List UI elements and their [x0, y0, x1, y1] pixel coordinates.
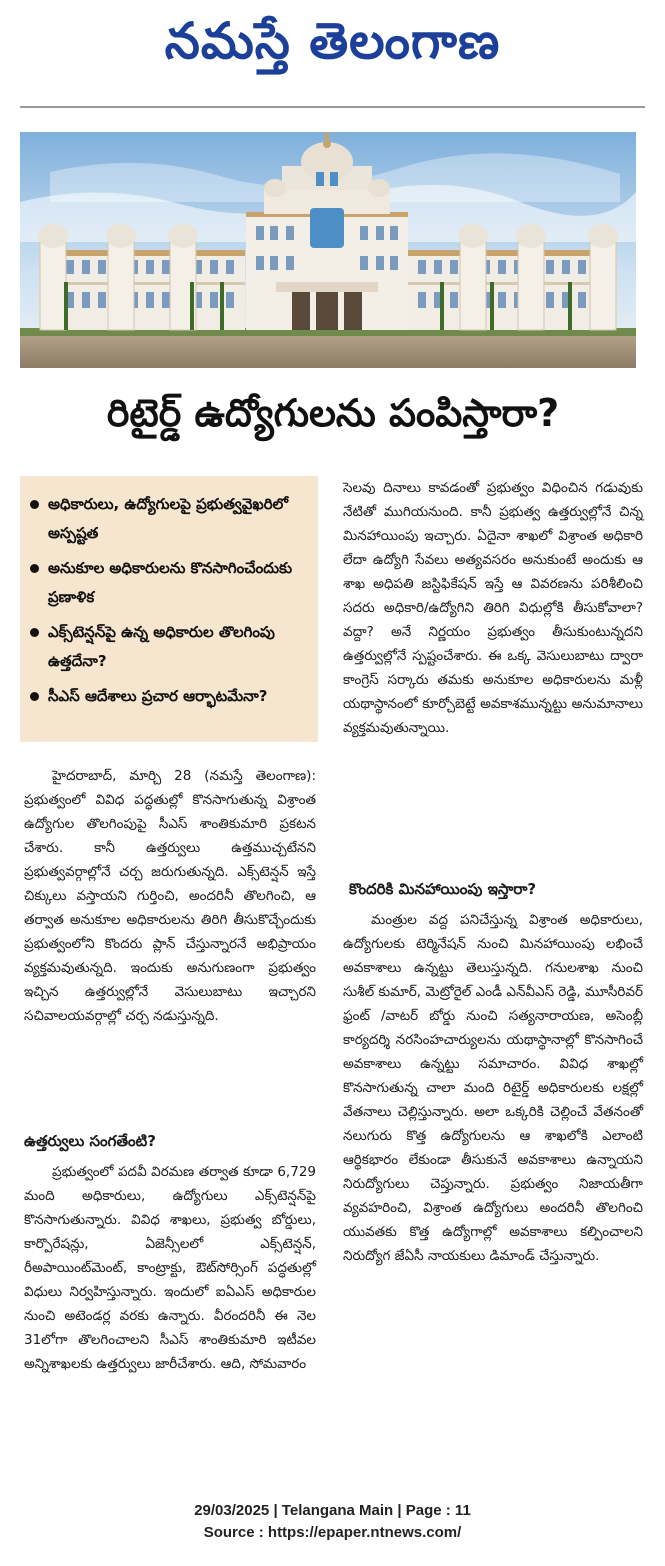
highlight-text: ఎక్స్‌టెన్షన్‌పై ఉన్న అధికారుల తొలగింపు ఉత్తదేనా?	[48, 623, 275, 670]
highlight-item	[30, 490, 310, 548]
highlight-item	[30, 682, 310, 711]
footer	[0, 1500, 665, 1544]
article-paragraph: మంత్రుల వద్ద పనిచేస్తున్న విశ్రాంత అధికారులు, ఉద్యోగులకు టెర్మినేషన్ నుంచి మినహాయింపు లభించే అవకాశాలు ఉన్నట్టు తెలుస్తున్నది. గనులశాఖ నుంచి సుశీల్ కుమార్, మెట్రోరైల్ ఎండీ ఎన్‌వీఎస్ రెడ్డి, మూసీరివర్ ఫ్రంట్ /వాటర్ బోర్డు నుంచి సత్యనారాయణ, అసెంబ్లీ కార్యదర్శి నరసింహచార్యులను యథాస్థానాల్లో కొనసాగించే అవకాశాలు ఉన్నట్టు సమాచారం. వివిధ శాఖల్లో కొనసాగుతున్న చాలా మంది రిటైర్డ్ అధికారులకు లక్షల్లో వేతనాలు చెల్లిస్తున్నారు. అలా ఒక్కరికి చెల్లించే వేతనంతో నలుగురు కొత్త ఉద్యోగులను ఆ శాఖలోకి ఎలాంటి ఆర్థికభారం లేకుండా తీసుకునే అవకాశాలు ఉన్నాయని నిరుద్యోగులు చెప్తున్నారు. ప్రభుత్వం నిజాయతీగా వ్యవహరించి, విశ్రాంత ఉద్యోగులు అందరినీ తొలగించి యువతకు కొత్త ఉద్యోగాల్లో అవకాశాలు కల్పించాలని నిరుద్యోగ జేఏసీ నాయకులు డిమాండ్ చేస్తున్నారు.	[343, 912, 643, 1264]
article-column-left	[24, 764, 316, 1028]
masthead	[0, 0, 665, 96]
bullet-icon	[30, 564, 39, 573]
masthead-divider	[20, 106, 645, 108]
article-column-left-cont	[24, 1160, 316, 1376]
highlight-text: అనుకూల అధికారులను కొనసాగించేందుకు ప్రణాళిక	[48, 559, 293, 606]
article-column-right	[343, 476, 643, 740]
article-paragraph: హైదరాబాద్, మార్చి 28 (నమస్తే తెలంగాణ): ప్రభుత్వంలో వివిధ పద్ధతుల్లో కొనసాగుతున్న విశ్రాంత ఉద్యోగుల తొలగింపుపై సీఎస్ శాంతికుమారి ప్రకటన చేశారు. కానీ ఉత్తర్వులు ఉత్తముచ్చటేనని ప్రభుత్వవర్గాల్లోనే చర్చ జరుగుతున్నది. ఎక్స్‌టెన్షన్ ఇస్తే చిక్కులు వస్తాయని గుర్తించి, అందరినీ తొలగించి, ఆ తర్వాత అనుకూల అధికారులను తిరిగి తీసుకొచ్చేందుకు ప్రభుత్వంలోని కొందరు ప్లాన్ చేస్తున్నారనే అభిప్రాయం వ్యక్తమవుతున్నది. ఇందుకు అనుగుణంగా ప్రభుత్వం ఇచ్చిన ఉత్తర్వుల్లోనే వెసులుబాటు ఇచ్చారని సచివాలయవర్గాల్లో చర్చ నడుస్తున్నది.	[24, 768, 316, 1024]
highlights-box	[20, 476, 318, 742]
article-column-right-cont	[343, 908, 643, 1268]
footer-date-page: 29/03/2025 | Telangana Main | Page : 11	[194, 1502, 471, 1519]
subhead-exemptions	[349, 876, 639, 902]
subhead-orders	[24, 1128, 316, 1154]
highlight-text: సీఎస్ ఆదేశాలు ప్రచార ఆర్భాటమేనా?	[48, 687, 268, 705]
highlight-item	[30, 618, 310, 676]
secretariat-building-photo	[20, 132, 636, 368]
bullet-icon	[30, 628, 39, 637]
article-paragraph: ప్రభుత్వంలో పదవీ విరమణ తర్వాత కూడా 6,729 మంది అధికారులు, ఉద్యోగులు ఎక్స్‌టెన్షన్‌పై కొనసాగుతున్నారు. వివిధ శాఖలు, ప్రభుత్వ బోర్డులు, కార్పొరేషన్లు, ఏజెన్సీలలో ఎక్స్‌టెన్షన్, రీఅపాయింట్‌మెంట్, కాంట్రాక్టు, ఔట్‌సోర్సింగ్ పద్ధతుల్లో విధులు నిర్వహిస్తున్నారు. ఇందులో ఐఏఎస్ అధికారుల నుంచి అటెండర్ల వరకు ఉన్నారు. వీరందరినీ ఈ నెల 31లోగా తొలగించాలని సీఎస్ శాంతికుమారి ఇటీవల అన్నిశాఖలకు ఉత్తర్వులు జారీచేశారు. ఆది, సోమవారం	[24, 1164, 316, 1372]
footer-source: Source : https://epaper.ntnews.com/	[203, 1524, 462, 1541]
masthead-title: నమస్తే తెలంగాణ	[164, 11, 501, 70]
bullet-icon	[30, 500, 39, 509]
highlight-item	[30, 554, 310, 612]
article-paragraph: సెలవు దినాలు కావడంతో ప్రభుత్వం విధించిన గడువుకు నేటితో ముగియనుంది. కానీ ప్రభుత్వ ఉత్తర్వుల్లోనే చిన్న మినహాయింపు ఇచ్చారు. ఏదైనా శాఖలో విశ్రాంత అధికారి లేదా ఉద్యోగి సేవలు అత్యవసరం అనుకుంటే అందుకు ఆ శాఖ అధిపతి జస్టిఫికేషన్ ఇస్తే ఆ వివరణను పరిశీలించి సదరు అధికారి/ఉద్యోగిని తిరిగి విధుల్లోకి తీసుకోవాలా? వద్దా? అనే నిర్ణయం ప్రభుత్వం తీసుకుంటున్నదని ఉత్తర్వుల్లోనే స్పష్టంచేశారు. ఈ ఒక్క వెసులుబాటు ద్వారా కాంగ్రెస్ సర్కారు తమకు అనుకూల అధికారులను మళ్లీ యథాస్థానంలో కూర్చోబెట్టే అవకాశమున్నట్టు అనుమానాలు వ్యక్తమవుతున్నాయి.	[343, 480, 643, 736]
headline: రిటైర్డ్ ఉద్యోగులను పంపిస్తారా?	[106, 391, 560, 435]
subhead-text: కొందరికి మినహాయింపు ఇస్తారా?	[349, 880, 537, 898]
bullet-icon	[30, 692, 39, 701]
subhead-text: ఉత్తర్వులు సంగతేంటి?	[24, 1132, 156, 1150]
highlight-text: అధికారులు, ఉద్యోగులపై ప్రభుత్వవైఖరిలో అస్పష్టత	[48, 495, 289, 542]
